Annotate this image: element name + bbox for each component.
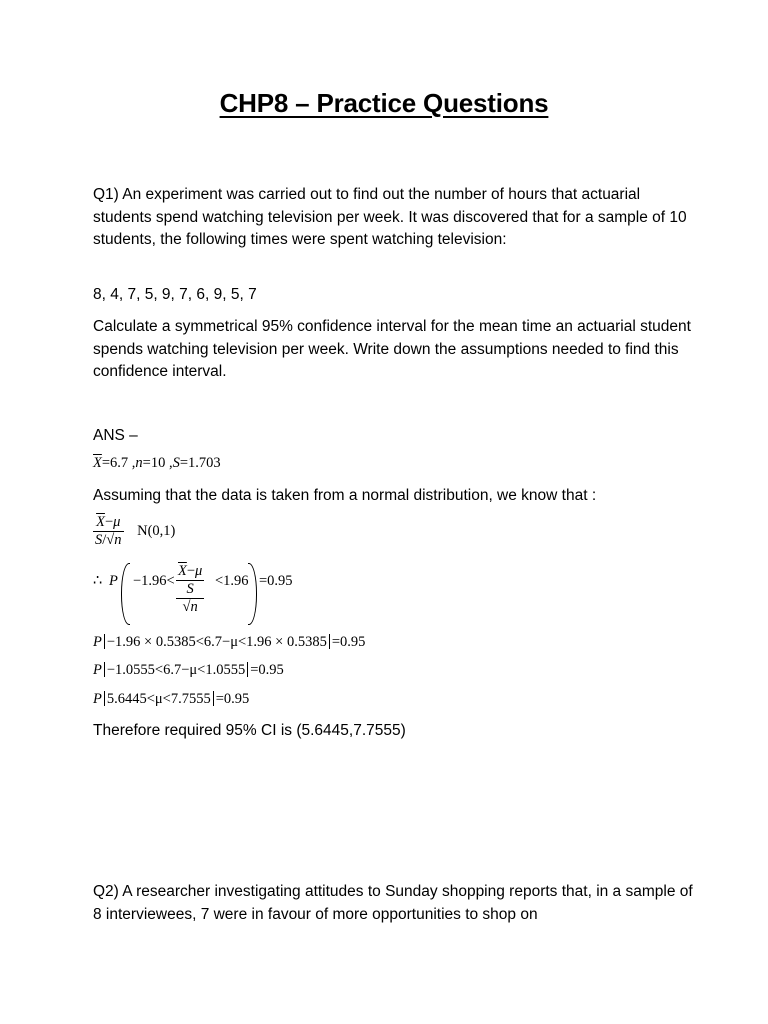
sample-statistics: $\overline{X}=6.7$ ,n=10 ,S=1.703 [93, 455, 221, 471]
q1-data-values: 8, 4, 7, 5, 9, 7, 6, 9, 5, 7 [93, 286, 257, 303]
q2-question: Q2) A researcher investigating attitudes to Sunday shopping reports that, in a sample of 8 interviewees, 7 were in favour of more opportunities to shop on [93, 883, 693, 923]
step-4: P 5.6445<μ<7.7555 =0.95 [93, 691, 250, 707]
answer-label: ANS – [93, 427, 138, 444]
step-2: P −1.96 × 0.5385<6.7−μ<1.96 × 0.5385 =0.95 [93, 634, 366, 650]
right-paren [248, 563, 257, 625]
probability-statement: ∴ P −1.96< $\overline{X}-\mu$ S √n <1.96 =0.95 [93, 563, 313, 623]
page-title: CHP8 – Practice Questions [219, 88, 549, 118]
step-3: P −1.0555<6.7−μ<1.0555 =0.95 [93, 662, 284, 678]
pivot-distribution: $\frac{\overline{X}-\mu}{S/√n}$ N(0,1) [95, 514, 176, 548]
assumption-text: Assuming that the data is taken from a normal distribution, we know that : [93, 487, 597, 504]
q1-task: Calculate a symmetrical 95% confidence interval for the mean time an actuarial student spends watching television per week. Write down the assumptions needed to find this confidence interval. [93, 318, 691, 380]
q1-question: Q1) An experiment was carried out to find out the number of hours that actuarial students spend watching television per week. It was discovered that for a sample of 10 students, the following times were spent watching television: [93, 186, 687, 248]
conclusion: Therefore required 95% CI is (5.6445,7.7555) [93, 722, 406, 739]
left-paren [121, 563, 130, 625]
